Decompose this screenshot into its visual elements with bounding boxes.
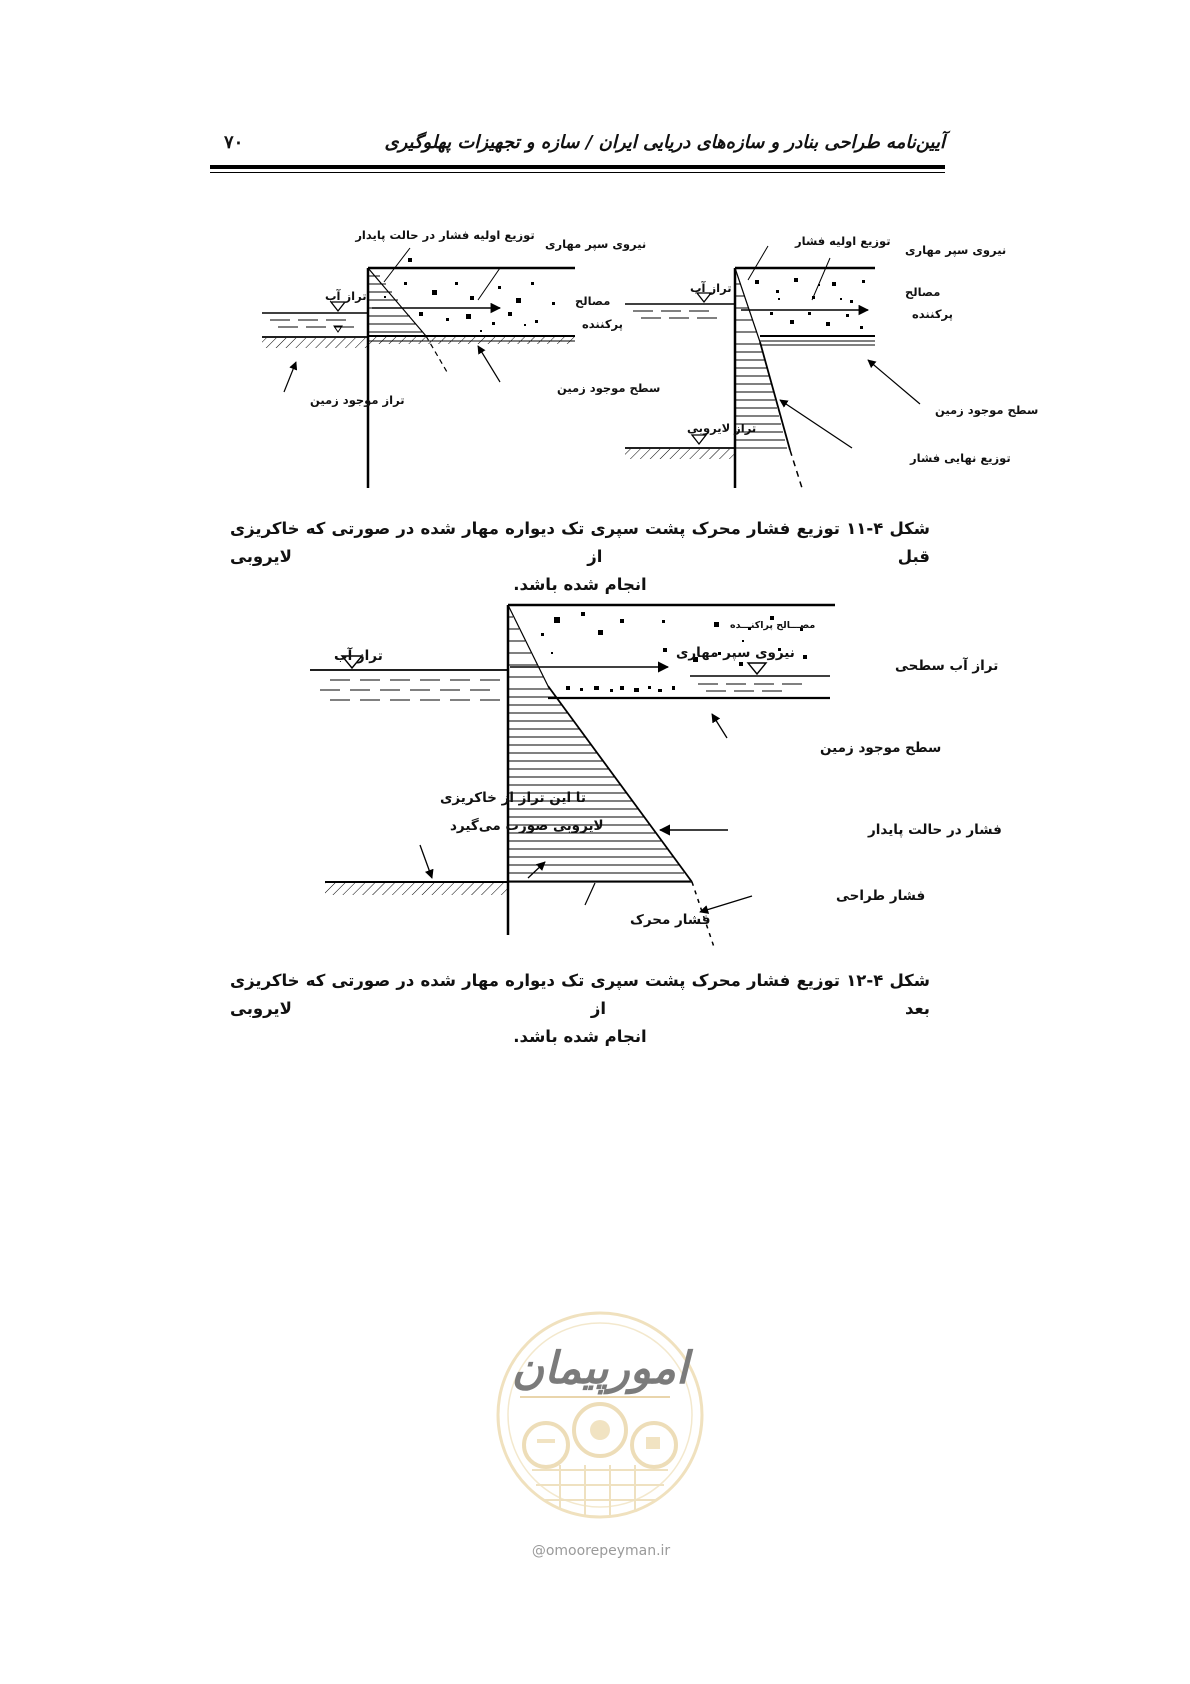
- label-active-pressure: فشار محرک: [630, 912, 711, 928]
- figure-11-caption: [230, 515, 930, 599]
- label-ground-surface-12: سطح موجود زمین: [820, 740, 942, 756]
- figure-12-caption-line-2: انجام شده باشد.: [513, 1027, 647, 1046]
- label-water-level-12: تراز آب: [334, 648, 383, 664]
- label-anchor-force-12: نیروی سپر مهاری: [676, 645, 795, 661]
- label-ground-surface-right: سطح موجود زمین: [935, 403, 1039, 417]
- label-fill-material: مصـــالح پراکنـــده: [730, 620, 816, 631]
- label-stable-pressure-12: فشار در حالت پایدار: [868, 822, 1002, 838]
- watermark-logo-text: امورپیمان: [511, 1343, 689, 1394]
- label-initial-pressure: توزیع اولیه فشار: [795, 234, 891, 248]
- running-title: آیین‌نامه طراحی بنادر و سازه‌های دریایی ایران / سازه و تجهیزات پهلوگیری: [384, 132, 945, 153]
- label-fill-1: مصالح: [575, 294, 611, 308]
- label-surface-water-level: تراز آب سطحی: [895, 658, 999, 674]
- figure-12-caption: [230, 967, 930, 1051]
- figure-12-caption-line-1: شکل ۴-۱۲ توزیع فشار محرک پشت سپری تک دیواره مهار شده در صورتی که خاکریزی بعد از لایروبی: [230, 971, 931, 1018]
- label-final-pressure: توزیع نهایی فشار: [910, 451, 1011, 465]
- figure-11-right: [625, 234, 1038, 488]
- label-water-level: تراز آب: [325, 289, 367, 303]
- label-anchor-force: نیروی سپر مهاری: [545, 237, 647, 251]
- figure-11-caption-line-1: شکل ۴-۱۱ توزیع فشار محرک پشت سپری تک دیواره مهار شده در صورتی که خاکریزی قبل از لایروبی: [230, 519, 931, 566]
- label-fill-2: پرکننده: [582, 317, 623, 331]
- figure-12: [310, 605, 1002, 950]
- watermark-url: @omoorepeyman.ir: [531, 1543, 671, 1559]
- watermark-logo: [490, 1305, 710, 1565]
- figure-11-caption-line-2: انجام شده باشد.: [513, 575, 647, 594]
- label-ground-surface: سطح موجود زمین: [557, 381, 661, 395]
- label-anchor-force-right: نیروی سپر مهاری: [905, 243, 1007, 257]
- label-ground-level: تراز موجود زمین: [310, 393, 405, 407]
- page-number: ۷۰: [224, 132, 244, 153]
- label-fill-right-1: مصالح: [905, 285, 941, 299]
- label-design-pressure: فشار طراحی: [836, 888, 926, 904]
- label-stable-initial-pressure: توزیع اولیه فشار در حالت پایدار: [355, 228, 535, 242]
- label-fill-right-2: پرکننده: [912, 307, 953, 321]
- label-backfill-note-2: لایروبی صورت می‌گیرد: [450, 818, 604, 834]
- label-backfill-note-1: تا این تراز از خاکریزی: [440, 790, 586, 806]
- label-water-level-right: تراز آب: [690, 281, 732, 295]
- label-dredge-level: تراز لایروبی: [687, 421, 757, 435]
- figure-11-left: [262, 228, 660, 488]
